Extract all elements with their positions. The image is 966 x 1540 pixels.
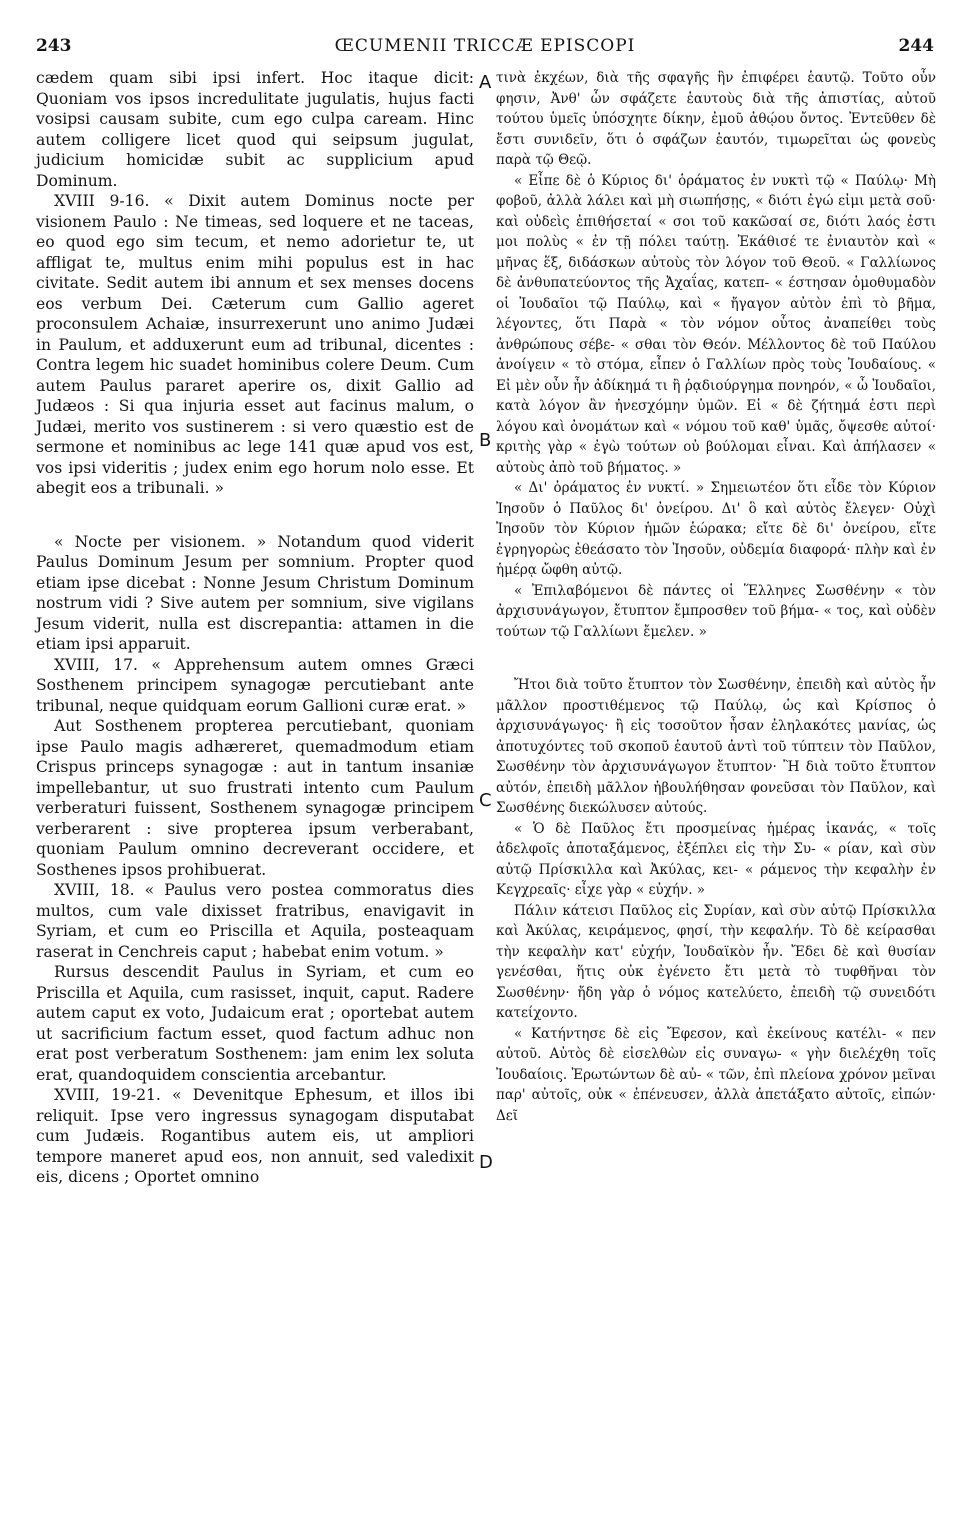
latin-paragraph: « Nocte per visionem. » Notandum quod viderit Paulus Dominum Jesum per somnium. Propter quod etiam ipse dicebat : Nonne Jesum Christum Dominum nostrum vidi ? Sive autem per somnium, sive vigilans Jesum viderit, nulla est discrepantia: attamen in die etiam ipsi apparuit. [36,532,474,653]
latin-paragraph: XVIII, 18. « Paulus vero postea commoratus dies multos, cum vale dixisset fratribus, enavigavit in Syriam, et cum eo Priscilla et Aquila, posteaquam raserat in Cenchreis caput ; habebat enim votum. » [36,881,474,961]
greek-paragraph: Ἤτοι διὰ τοῦτο ἔτυπτον τὸν Σωσθένην, ἐπειδὴ καὶ αὐτὸς ἦν μᾶλλον προστιθέμενος τῷ Παύλῳ, ὡς καὶ Κρίσπος ὁ ἀρχισυνάγωγος· ἢ εἰς τοσοῦτον ἦσαν ἐληλακότες μανίας, ὡς ἀποτυχόντες τοῦ σκοποῦ ἑαυτοῦ ἀντὶ τοῦ τύπτειν τὸν Παῦλον, Σωσθένην τὸν ἀρχισυνάγωγον ἔτυπτον· Ἢ διὰ τοῦτο ἔτυπτον αὐτόν, ἐπειδὴ μᾶλλον ἠβουλήθησαν φονεῦσαι τὸν Παῦλον, καὶ Σωσθένης διεκώλυσεν αὐτούς. [496,677,936,816]
page-number-left: 243 [36,36,72,56]
latin-paragraph: XVIII 9-16. « Dixit autem Dominus nocte per visionem Paulo : Ne timeas, sed loquere et ne taceas, eo quod ego sim tecum, et nemo adorietur te, ut affligat te, multus enim mihi populus est in hac civitate. Sedit autem ibi annum et sex menses docens eos verbum Dei. Cæterum cum Gallio ageret proconsulem Achaiæ, insurrexerunt uno animo Judæi in Paulum, et adduxerunt eum ad tribunal, dicentes : Contra legem hic suadet hominibus colere Deum. Cum autem Paulus pararet aperire os, dixit Gallio ad Judæos : Si qua injuria esset aut facinus malum, o Judæi, merito vos sustinerem : si vero quæstio est de sermone et nominibus ac lege 141 quæ apud vos est, vos ipsi videritis ; judex enim ego horum nolo esse. Et abegit eos a tribunali. » [36,192,474,497]
latin-paragraph: XVIII, 17. « Apprehensum autem omnes Græci Sosthenem principem synagogæ percutiebant ante tribunal, neque quidquam eorum Gallioni curæ erat. » [36,655,474,715]
greek-paragraph: Πάλιν κάτεισι Παῦλος εἰς Συρίαν, καὶ σὺν αὐτῷ Πρίσκιλλα καὶ Ἀκύλας, κειράμενος, φησί, τὴν κεφαλήν. Τὸ δὲ κείρασθαι τὴν κεφαλὴν κατ' εὐχήν, Ἰουδαϊκὸν ἦν. Ἔδει δὲ καὶ θυσίαν γενέσθαι, ἥτις οὐκ ἐγένετο ἔτι μετὰ τὸ τυφθῆναι τὸν Σωσθένην· ἤδη γὰρ ὁ νόμος κατελύετο, ἐπειδὴ τῷ συνειδότι κατείχοντο. [496,902,936,1021]
latin-paragraph: XVIII, 19-21. « Devenitque Ephesum, et illos ibi reliquit. Ipse vero ingressus synagogam disputabat cum Judæis. Rogantibus autem eis, ut ampliori tempore maneret apud eos, non annuit, sed valedixit eis, dicens ; Oportet omnino [36,1086,474,1186]
margin-letter-a: A [479,72,492,93]
latin-paragraph: cædem quam sibi ipsi infert. Hoc itaque dicit: Quoniam vos ipsos incredulitate jugulatis, hujus facti vosipsi causam subite, cum ego culpa caream. Hinc autem colligere licet quod qui seipsum jugulat, judicium homicidæ subit ac supplicium apud Dominum. [36,69,474,190]
greek-paragraph: « Ἐπιλαβόμενοι δὲ πάντες οἱ Ἕλληνες Σωσθένην « τὸν ἀρχισυνάγωγον, ἔτυπτον ἔμπροσθεν τοῦ βήμα- « τος, καὶ οὐδὲν τούτων τῷ Γαλλίωνι ἔμελεν. » [496,582,936,640]
margin-letter-c: C [479,790,492,811]
latin-paragraph: Aut Sosthenem propterea percutiebant, quoniam ipse Paulo magis adhæreret, quemadmodum etiam Crispus princeps synagogæ : aut in tantum insaniæ impellebantur, ut suo frustrati intento cum Paulum verberaturi fuissent, Sosthenem synagogæ principem verberarent : sive propterea ipsum verberabant, quoniam Paulum omnino decreverant occidere, et Sosthenes ipsos prohibuerat. [36,717,474,879]
greek-paragraph: « Εἶπε δὲ ὁ Κύριος δι' ὁράματος ἐν νυκτὶ τῷ « Παύλῳ· Μὴ φοβοῦ, ἀλλὰ λάλει καὶ μὴ σιωπήσῃς, « διότι ἐγώ εἰμι μετὰ σοῦ· καὶ οὐδεὶς ἐπιθήσεταί « σοι τοῦ κακῶσαί σε, διότι λαός ἐστι μοι πολὺς « ἐν τῇ πόλει ταύτῃ. Ἐκάθισέ τε ἐνιαυτὸν καὶ « μῆνας ἕξ, διδάσκων αὐτοὺς τὸν λόγον τοῦ Θεοῦ. « Γαλλίωνος δὲ ἀνθυπατεύοντος τῆς Ἀχαΐας, κατεπ- « έστησαν ὁμοθυμαδὸν οἱ Ἰουδαῖοι τῷ Παύλῳ, καὶ « ἤγαγον αὐτὸν ἐπὶ τὸ βῆμα, λέγοντες, ὅτι Παρὰ « τὸν νόμον οὗτος ἀναπείθει τοὺς ἀνθρώπους σέβε- « σθαι τὸν Θεόν. Μέλλοντος δὲ τοῦ Παύλου ἀνοίγειν « τὸ στόμα, εἶπεν ὁ Γαλλίων πρὸς τοὺς Ἰουδαίους. « Εἰ μὲν οὖν ἦν ἀδίκημά τι ἢ ῥᾳδιούργημα πονηρόν, « ὦ Ἰουδαῖοι, κατὰ λόγον ἂν ἠνεσχόμην ὑμῶν. Εἰ « δὲ ζήτημά ἐστι περὶ λόγου καὶ ὀνομάτων καὶ « νόμου τοῦ καθ' ὑμᾶς, ὄψεσθε αὐτοί· κριτὴς γὰρ « ἐγὼ τούτων οὐ βούλομαι εἶναι. Καὶ ἀπήλασεν « αὐτοὺς ἀπὸ τοῦ βήματος. » [496,172,936,476]
margin-letter-d: D [479,1152,493,1173]
greek-column [496,68,936,1126]
running-title: ŒCUMENII TRICCÆ EPISCOPI [334,36,636,56]
latin-paragraph: Rursus descendit Paulus in Syriam, et cum eo Priscilla et Aquila, cum rasisset, inquit, caput. Radere autem caput ex voto, Judaicum erat ; oportebat autem ut sacrificium factum esset, quod factum adhuc non erat post verberatum Sosthenem: jam enim lex soluta erat, quandoquidem conscientia arcebantur. [36,963,474,1084]
latin-column [36,68,474,1188]
greek-paragraph: « Κατήντησε δὲ εἰς Ἔφεσον, καὶ ἐκείνους κατέλι- « πεν αὐτοῦ. Αὐτὸς δὲ εἰσελθὼν εἰς συναγω- « γὴν διελέχθη τοῖς Ἰουδαίοις. Ἐρωτώντων δὲ αὐ- « τῶν, ἐπὶ πλείονα χρόνον μεῖναι παρ' αὐτοῖς, οὐκ « ἐπένευσεν, ἀλλὰ ἀπετάξατο αὐτοῖς, εἰπών· Δεῖ [496,1025,936,1124]
greek-paragraph: « Δι' ὁράματος ἐν νυκτί. » Σημειωτέον ὅτι εἶδε τὸν Κύριον Ἰησοῦν ὁ Παῦλος δι' ὀνείρου. Δι' ὃ καὶ αὐτὸς ἔλεγεν· Οὐχὶ Ἰησοῦν τὸν Κύριον ἡμῶν ἑώρακα; εἴτε δὲ δι' ὀνείρου, εἴτε ἐγρηγορὼς ἐθεάσατο τὸν Ἰησοῦν, οὐδεμία διαφορά· πλὴν καὶ ἐν ἡμέρᾳ ὤφθη αὐτῷ. [496,480,936,578]
greek-paragraph: τινὰ ἐκχέων, διὰ τῆς σφαγῆς ἣν ἐπιφέρει ἑαυτῷ. Τοῦτο οὖν φησιν, Ἀνθ' ὧν σφάζετε ἑαυτοὺς διὰ τῆς ἀπιστίας, αὐτοῦ τούτου ὑμεῖς ὑπόσχητε δίκην, ἐμοῦ ἀθῴου ὄντος. Ἐντεῦθεν δὲ ἔστι συνιδεῖν, ὅτι ὁ σφάζων ἑαυτόν, τιμωρεῖται ὡς φονεὺς παρὰ τῷ Θεῷ. [496,70,936,168]
greek-paragraph: « Ὁ δὲ Παῦλος ἔτι προσμείνας ἡμέρας ἱκανάς, « τοῖς ἀδελφοῖς ἀποταξάμενος, ἐξέπλει εἰς τὴν Συ- « ρίαν, καὶ σὺν αὐτῷ Πρίσκιλλα καὶ Ἀκύλας, κει- « ράμενος τὴν κεφαλὴν ἐν Κεγχρεαῖς· εἶχε γὰρ « εὐχήν. » [496,820,936,898]
page-header [36,36,934,60]
margin-letter-b: B [479,430,492,451]
page-number-right: 244 [898,36,934,56]
